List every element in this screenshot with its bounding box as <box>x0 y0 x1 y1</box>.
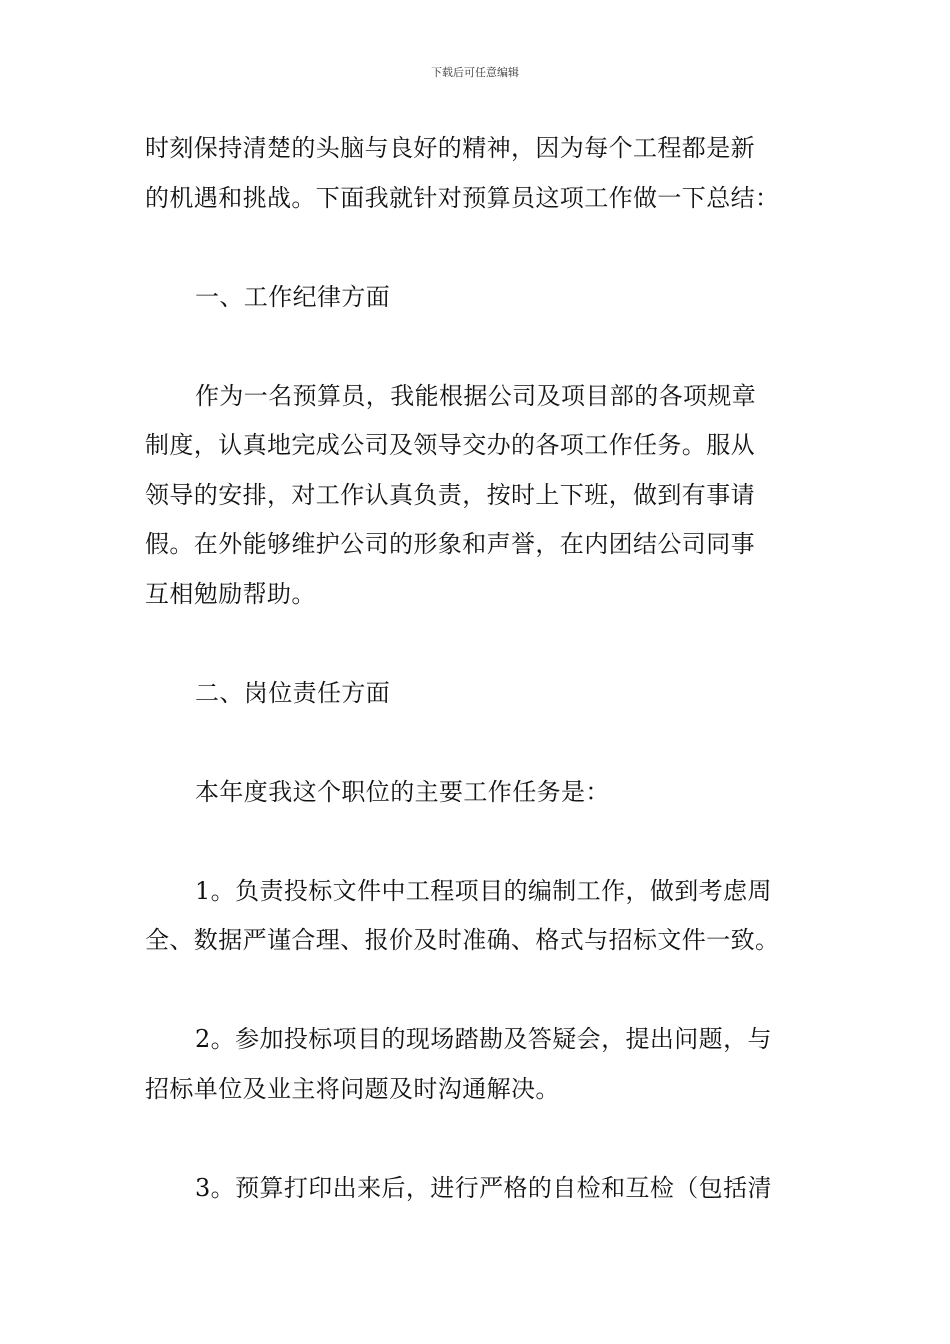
paragraph-line: 假。在外能够维护公司的形象和声誉，在内团结公司同事 <box>145 530 755 558</box>
paragraph-work-discipline <box>145 372 810 620</box>
paragraph-intro <box>145 124 810 223</box>
list-item <box>145 1015 810 1114</box>
page-header: 下载后可任意编辑 <box>431 66 519 79</box>
section-heading-job-responsibility: 二、岗位责任方面 <box>195 678 391 707</box>
paragraph-line: 领导的安排，对工作认真负责，按时上下班，做到有事请 <box>145 480 755 509</box>
list-item <box>145 1164 810 1214</box>
list-item-line: 全、数据严谨合理、报价及时准确、格式与招标文件一致。 <box>145 926 780 954</box>
paragraph-line: 的机遇和挑战。下面我就针对预算员这项工作做一下总结： <box>145 183 780 212</box>
list-item-line: 1。负责投标文件中工程项目的编制工作，做到考虑周 <box>195 876 772 905</box>
paragraph-line: 时刻保持清楚的头脑与良好的精神，因为每个工程都是新 <box>145 134 755 162</box>
list-item-line: 3。预算打印出来后，进行严格的自检和互检（包括清 <box>195 1173 772 1202</box>
section-heading-work-discipline: 一、工作纪律方面 <box>195 282 391 311</box>
paragraph-line: 制度，认真地完成公司及领导交办的各项工作任务。服从 <box>145 431 755 459</box>
list-item-line: 招标单位及业主将问题及时沟通解决。 <box>145 1074 560 1103</box>
list-item-line: 2。参加投标项目的现场踏勘及答疑会，提出问题，与 <box>195 1025 772 1053</box>
paragraph-main-tasks: 本年度我这个职位的主要工作任务是： <box>195 777 610 806</box>
paragraph-line: 作为一名预算员，我能根据公司及项目部的各项规章 <box>195 381 757 410</box>
document-body <box>145 124 810 1213</box>
paragraph-line: 互相勉励帮助。 <box>145 579 316 608</box>
list-item <box>145 867 810 966</box>
